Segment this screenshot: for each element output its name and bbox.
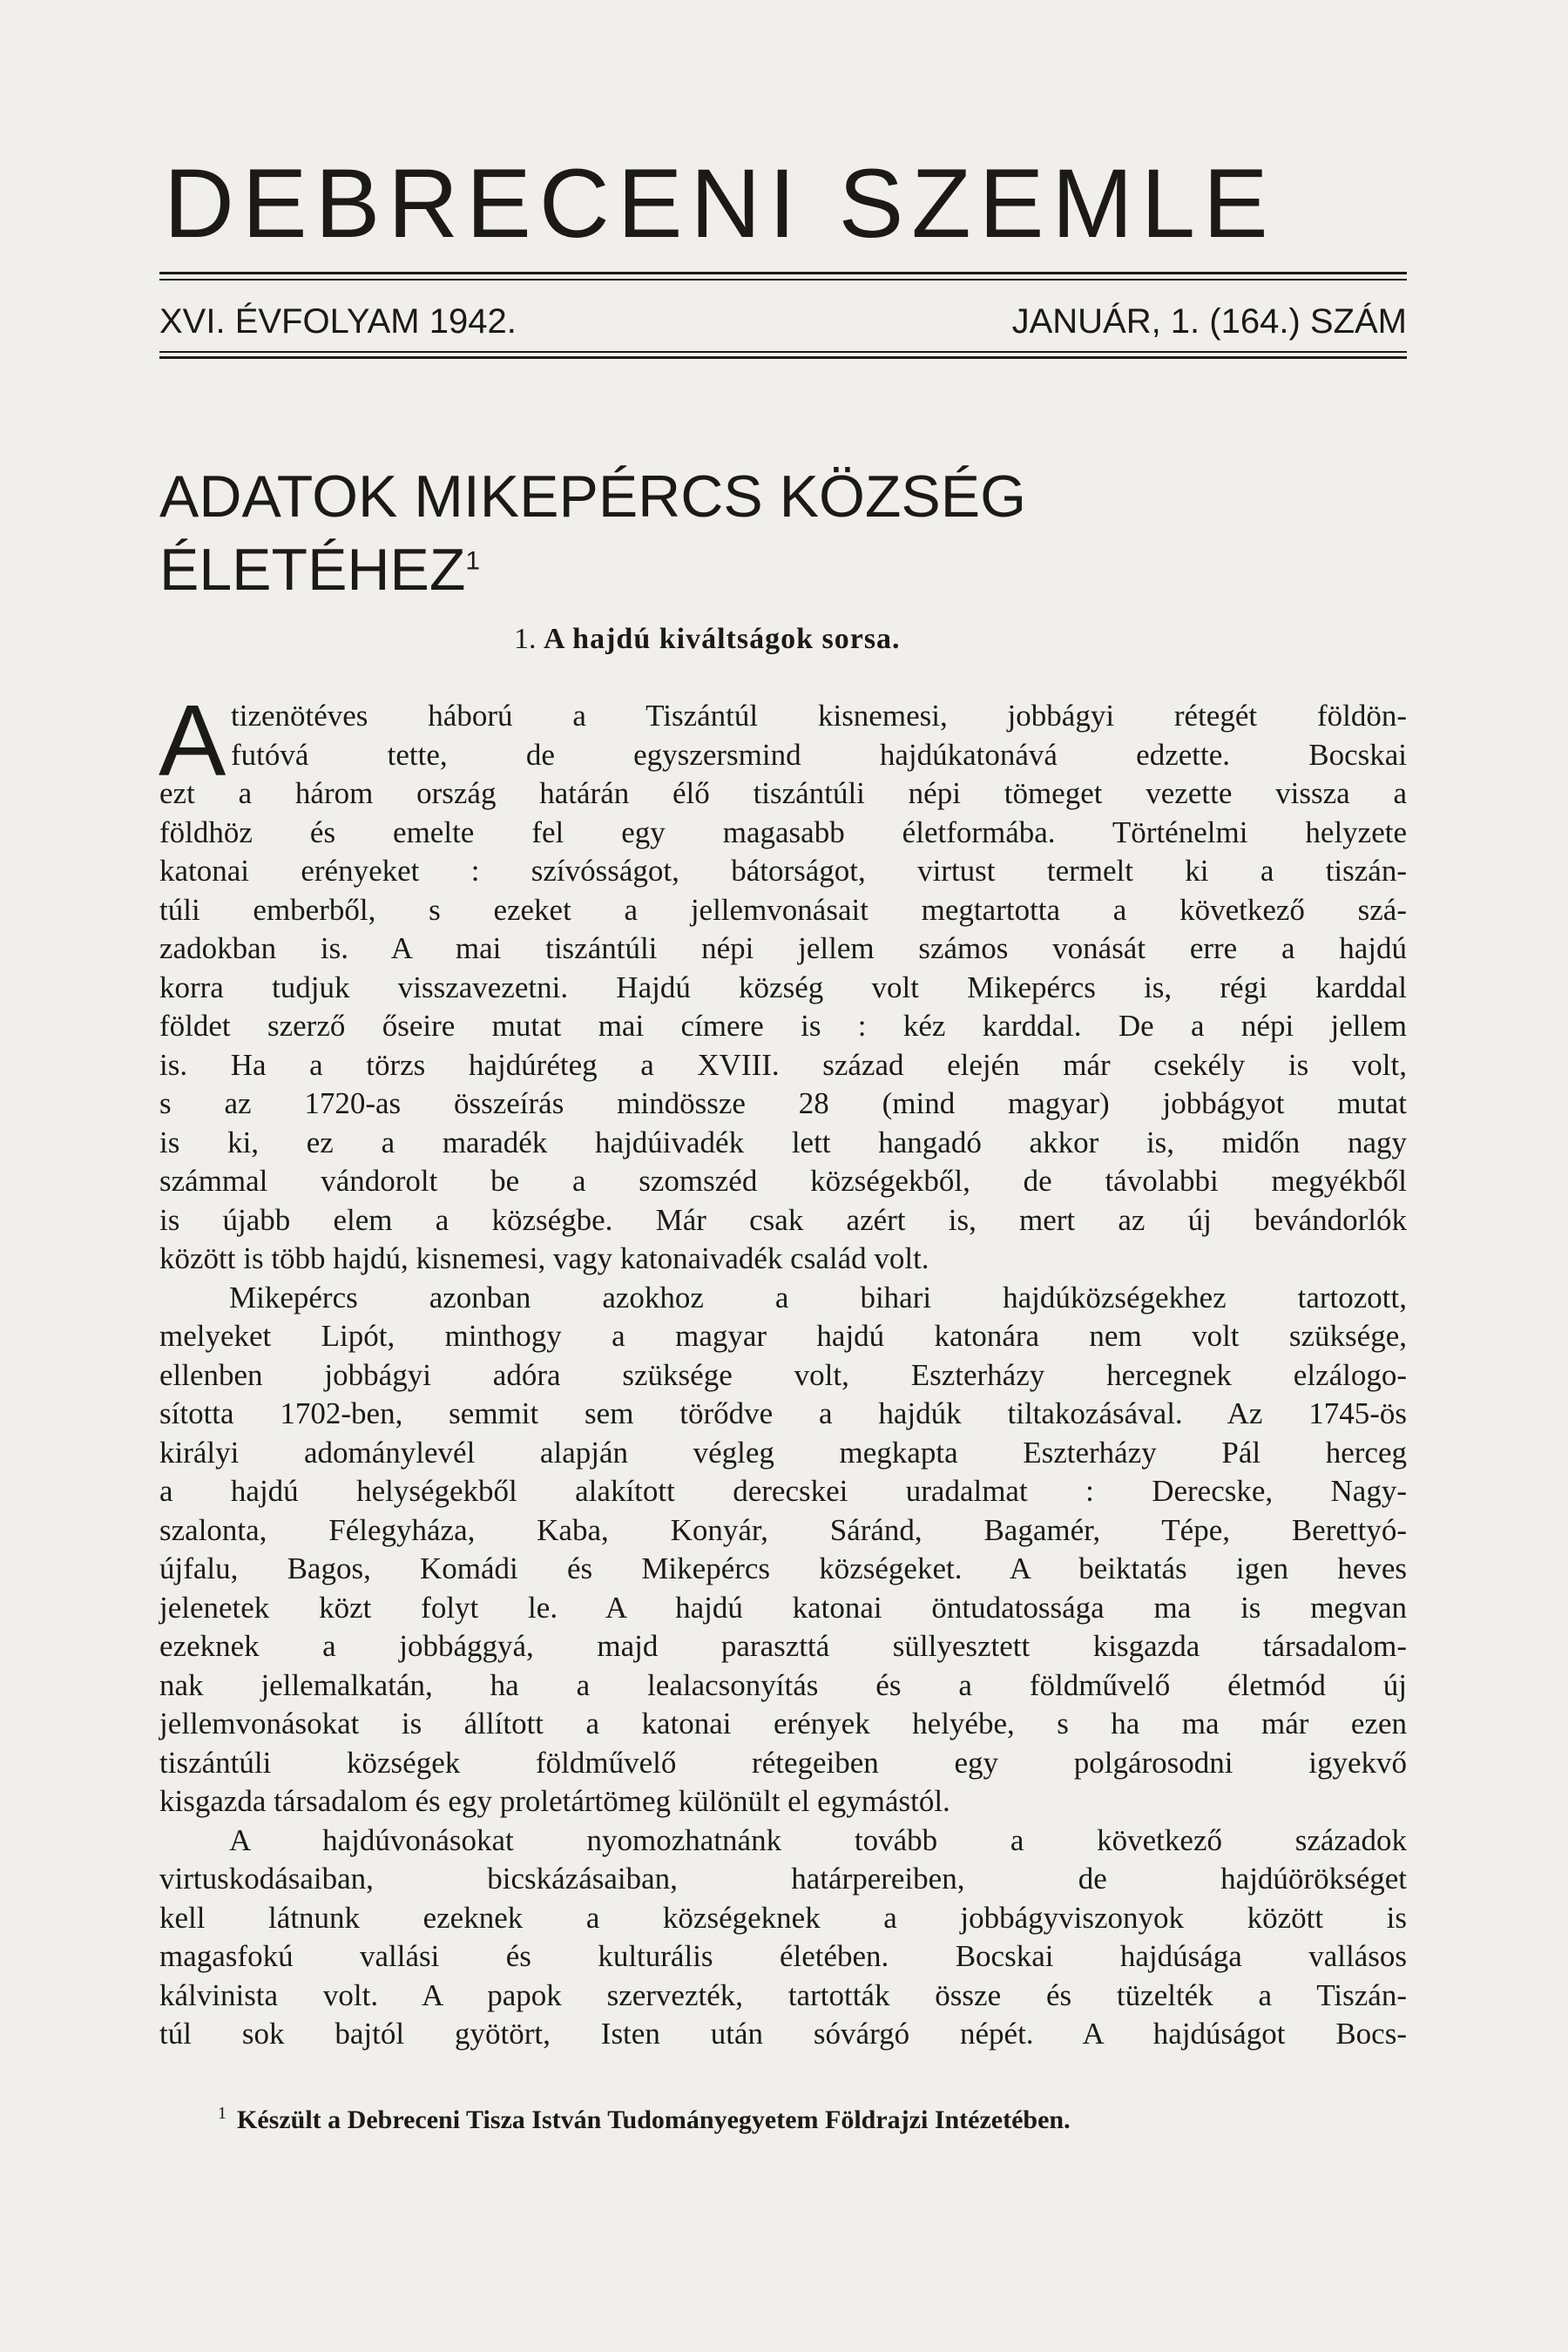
body-line: tiszántúli községek földművelő rétegeiben egy polgárosodni igyekvő [159,1745,1407,1780]
journal-title: DEBRECENI SZEMLE [164,149,1276,258]
body-line: s az 1720-as összeírás mindössze 28 (mind magyar) jobbágyot mutat [159,1086,1407,1120]
body-line: korra tudjuk visszavezetni. Hajdú község volt Mikepércs is, régi karddal [159,970,1407,1004]
body-line: királyi adománylevél alapján végleg megkapta Eszterházy Pál herceg [159,1435,1407,1470]
article-title-line-1: ADATOK MIKEPÉRCS KÖZSÉG [159,463,1027,530]
body-line: jellemvonásokat is állított a katonai erények helyébe, s ha ma már ezen [159,1707,1407,1740]
body-line: virtuskodásaiban, bicskázásaiban, határpereiben, de hajdúörökséget [159,1862,1407,1896]
body-line: között is több hajdú, kisnemesi, vagy katonaivadék család volt. [159,1241,929,1275]
drop-cap: A [159,684,226,797]
article-title-line-2 [159,533,1026,606]
body-line: ezeknek a jobbággyá, majd paraszttá süllyesztett kisgazda társadalom- [159,1629,1407,1663]
body-line: katonai erényeket : szívósságot, bátorságot, virtust termelt ki a tiszán- [159,854,1407,888]
body-line: melyeket Lipót, minthogy a magyar hajdú katonára nem volt szüksége, [159,1319,1407,1353]
body-line: a hajdú helységekből alakított derecskei uradalmat : Derecske, Nagy- [159,1474,1407,1508]
body-line: túl sok bajtól gyötört, Isten után sóvárgó népét. A hajdúságot Bocs- [159,2017,1407,2051]
article-body [159,697,1407,2054]
body-line: újfalu, Bagos, Komádi és Mikepércs községeket. A beiktatás igen heves [159,1551,1407,1585]
body-line: is ki, ez a maradék hajdúivadék lett hangadó akkor is, midőn nagy [159,1125,1407,1159]
body-line: tizenötéves háború a Tiszántúl kisnemesi, jobbágyi rétegét földön- [231,699,1407,733]
body-line: földhöz és emelte fel egy magasabb életformába. Történelmi helyzete [159,814,1407,849]
section-title: A hajdú kiváltságok sorsa. [544,623,901,655]
body-line: futóvá tette, de egyszersmind hajdúkatonává edzette. Bocskai [231,737,1407,772]
body-line: A hajdúvonásokat nyomozhatnánk tovább a következő századok [229,1822,1407,1857]
header-rule-bottom-thin [159,351,1407,353]
article-title [159,460,1026,606]
body-line: földet szerző őseire mutat mai címere is : kéz karddal. De a népi jellem [159,1009,1407,1043]
body-line: zadokban is. A mai tiszántúli népi jellem számos vonását erre a hajdú [159,931,1407,965]
body-line: is újabb elem a községbe. Már csak azért is, mert az új bevándorlók [159,1202,1407,1237]
body-line: Mikepércs azonban azokhoz a bihari hajdúközségekhez tartozott, [229,1280,1407,1315]
body-line: ezt a három ország határán élő tiszántúli népi tömeget vezette vissza a [159,776,1407,810]
body-line: kisgazda társadalom és egy proletártömeg különült el egymástól. [159,1784,950,1818]
header-rule-top-thin [159,279,1407,280]
body-line: ellenben jobbágyi adóra szüksége volt, Eszterházy hercegnek elzálogo- [159,1357,1407,1392]
header-rule-bottom [159,356,1407,359]
volume-label: XVI. ÉVFOLYAM 1942. [159,302,517,341]
body-line: kell látnunk ezeknek a községeknek a jobbágyviszonyok között is [159,1900,1407,1935]
title-footnote-mark: 1 [465,546,481,576]
body-line: számmal vándorolt be a szomszéd községekből, de távolabbi megyékből [159,1164,1407,1198]
body-line: jelenetek közt folyt le. A hajdú katonai öntudatossága ma is megvan [159,1590,1407,1625]
section-heading [514,620,901,659]
body-line: magasfokú vallási és kulturális életében. Bocskai hajdúsága vallásos [159,1939,1407,1973]
article-title-line-2-text: ÉLETÉHEZ [159,537,466,603]
footnote-text: Készült a Debreceni Tisza István Tudományegyetem Földrajzi Intézetében. [237,2105,1071,2134]
footnote-mark: 1 [218,2104,226,2123]
issue-label: JANUÁR, 1. (164.) SZÁM [1011,302,1407,341]
footnote [218,2103,1407,2138]
body-line: szalonta, Félegyháza, Kaba, Konyár, Sáránd, Bagamér, Tépe, Berettyó- [159,1512,1407,1547]
section-number: 1. [514,623,537,655]
body-line: kálvinista volt. A papok szervezték, tartották össze és tüzelték a Tiszán- [159,1977,1407,2012]
body-line: nak jellemalkatán, ha a lealacsonyítás és a földművelő életmód új [159,1667,1407,1702]
body-line: is. Ha a törzs hajdúréteg a XVIII. század elején már csekély is volt, [159,1047,1407,1082]
header-rule-top [159,272,1407,274]
body-line: túli emberből, s ezeket a jellemvonásait megtartotta a következő szá- [159,892,1407,927]
body-line: sította 1702-ben, semmit sem törődve a hajdúk tiltakozásával. Az 1745-ös [159,1396,1407,1430]
